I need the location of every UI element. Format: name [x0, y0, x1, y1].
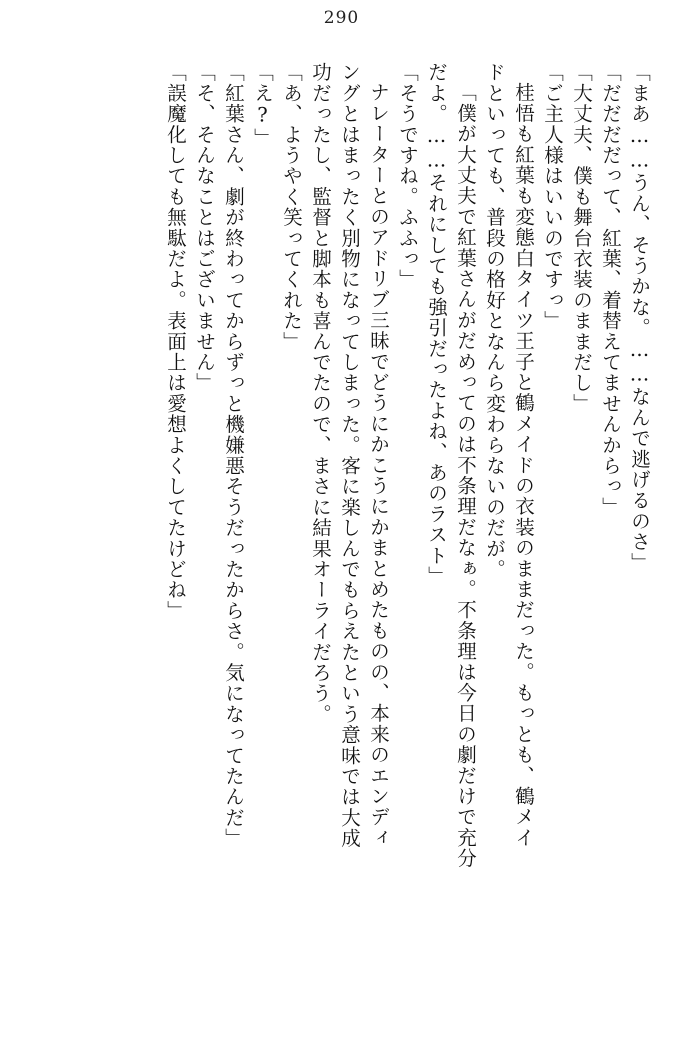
text-line: ナレーターとのアドリブ三昧でどうにかこうにかまとめたものの、本来のエンディ: [367, 82, 390, 848]
text-line: 「紅葉さん、劇が終わってからずっと機嫌悪そうだったからさ。気になってたんだ」: [222, 62, 245, 849]
text-line: ングとはまったく別物になってしまった。客に楽しんでもらえたという意味では大成: [338, 62, 361, 849]
text-line: 「大丈夫、僕も舞台衣装のままだし」: [570, 62, 593, 414]
text-line: 「だだだだって、紅葉、着替えてませんからっ」: [599, 62, 622, 518]
text-line: 「誤魔化しても無駄だよ。表面上は愛想よくしてたけどね」: [164, 62, 187, 621]
text-line: ドといっても、普段の格好となんら変わらないのだが。: [483, 62, 506, 580]
text-line: 功だったし、監督と脚本も喜んでたので、まさに結果オーライだろう。: [309, 62, 332, 725]
text-line: 「僕が大丈夫で紅葉さんがだめってのは不条理だなぁ。不条理は今日の劇だけで充分: [454, 82, 477, 869]
text-line: 桂悟も紅葉も変態白タイツ王子と鶴メイドの衣装のままだった。もっとも、鶴メイ: [512, 82, 535, 848]
text-line: 「そうですね。ふふっ」: [396, 62, 419, 290]
page-number: 290: [323, 8, 360, 28]
text-line: だよ。……それにしても強引だったよね、あのラスト」: [425, 62, 448, 587]
text-line: 「ご主人様はいいのですっ」: [541, 62, 564, 332]
text-line: 「そ、そんなことはございません」: [193, 62, 216, 394]
page-body: [34, 62, 649, 1022]
text-line: 「え?」: [251, 62, 274, 149]
text-line: 「あ、ようやく笑ってくれた」: [280, 62, 303, 352]
text-line: 「まあ……うん、そうかな。……なんで逃げるのさ」: [628, 62, 651, 573]
